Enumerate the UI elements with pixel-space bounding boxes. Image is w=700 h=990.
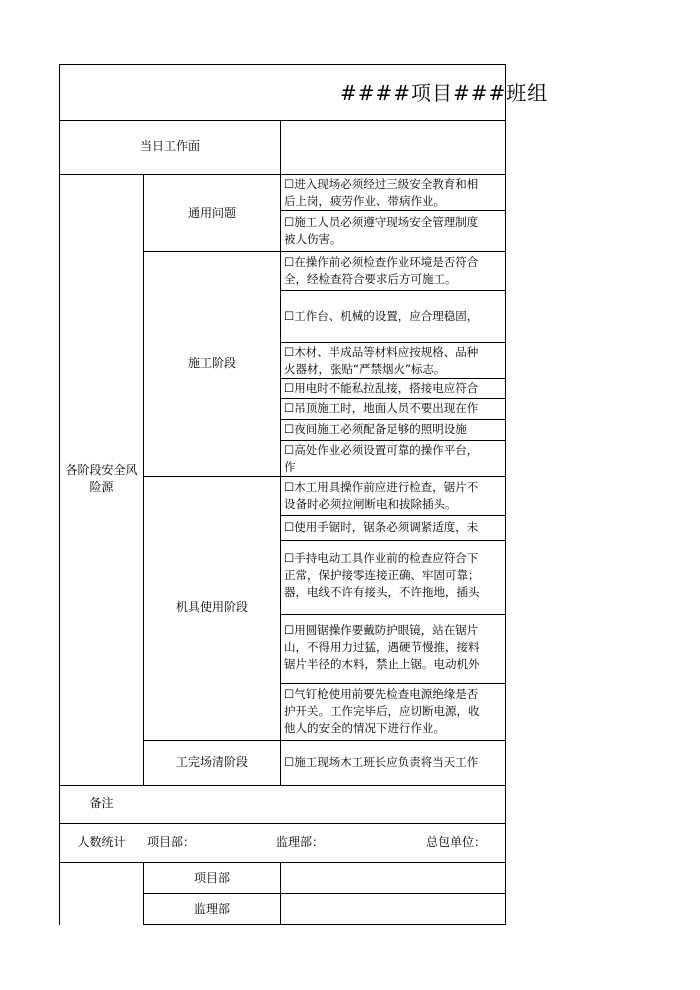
checklist-item: ☐进入现场必须经过三级安全教育和相 后上岗，疲劳作业、带病作业。 xyxy=(284,177,479,208)
remarks-label: 备注 xyxy=(89,796,114,810)
checklist-item: ☐高处作业必须设置可靠的操作平台， 作 xyxy=(284,443,479,474)
checklist-item: ☐夜间施工必须配备足够的照明设施 xyxy=(284,422,467,436)
grid-line xyxy=(280,378,506,379)
checklist-item: ☐吊顶施工时，地面人员不要出现在作 xyxy=(284,401,479,415)
sign-row-supervision-dept: 监理部 xyxy=(193,902,230,916)
headcount-project-dept: 项目部： xyxy=(147,835,196,849)
risk-source-label: 各阶段安全风险源 xyxy=(65,463,138,494)
grid-line xyxy=(280,419,506,420)
headcount-supervision-dept: 监理部： xyxy=(276,835,325,849)
stage-label-machinery: 机具使用阶段 xyxy=(175,600,248,614)
checklist-item: ☐手持电动工具作业前的检查应符合下 正常，保护接零连接正确、牢固可靠； 器，电线不许有接头，不许拖地，插头 xyxy=(284,551,480,599)
checklist-item: ☐施工人员必须遵守现场安全管理制度 被人伤害。 xyxy=(284,215,479,246)
grid-line xyxy=(143,893,506,894)
sign-row-project-dept: 项目部 xyxy=(193,871,230,885)
checklist-item: ☐气钉枪使用前要先检查电源绝缘是否 护开关。工作完毕后，应切断电源，收 他人的安全的情况下进行作业。 xyxy=(284,687,480,735)
checklist-item: ☐在操作前必须检查作业环境是否符合 全，经检查符合要求后方可施工。 xyxy=(284,255,479,286)
checklist-item: ☐使用手锯时，锯条必须调紧适度，未 xyxy=(284,520,479,534)
checklist-item: ☐施工现场木工班长应负责将当天工作 xyxy=(284,755,479,769)
grid-line xyxy=(143,924,506,925)
grid-line xyxy=(280,614,506,615)
grid-line xyxy=(59,785,506,786)
grid-line xyxy=(59,64,506,65)
checklist-item: ☐工作台、机械的设置，应合理稳固， xyxy=(284,309,479,323)
grid-line xyxy=(59,823,506,824)
grid-line xyxy=(59,862,506,863)
grid-line xyxy=(280,515,506,516)
checklist-item: ☐木材、半成品等材料应按规格、品种 火器材，张贴“严禁烟火”标志。 xyxy=(284,345,479,376)
stage-label-cleanup: 工完场清阶段 xyxy=(175,755,248,769)
stage-label-general: 通用问题 xyxy=(187,206,236,220)
page-title: ####项目###班组 xyxy=(340,81,549,105)
grid-line xyxy=(280,290,506,291)
grid-line xyxy=(280,683,506,684)
headcount-general-contractor: 总包单位： xyxy=(426,835,487,849)
work-face-label: 当日工作面 xyxy=(139,139,200,153)
grid-line xyxy=(59,120,506,121)
checklist-item: ☐用圆锯操作要戴防护眼镜，站在锯片 山，不得用力过猛，遇硬节慢推，接料 锯片半径的木料，禁止上锯。电动机外 xyxy=(284,623,480,671)
stage-label-construction: 施工阶段 xyxy=(187,356,236,370)
grid-line xyxy=(143,251,506,252)
grid-line xyxy=(280,120,281,785)
grid-line xyxy=(143,174,144,785)
grid-line xyxy=(280,440,506,441)
grid-line xyxy=(280,862,281,925)
grid-line xyxy=(280,540,506,541)
grid-line xyxy=(280,210,506,211)
checklist-item: ☐用电时不能私拉乱接，搭接电应符合 xyxy=(284,381,479,395)
checklist-item: ☐木工用具操作前应进行检查，锯片不 设备时必须拉闸断电和拔除插头。 xyxy=(284,480,479,511)
grid-line xyxy=(143,476,506,477)
grid-line xyxy=(280,398,506,399)
grid-line xyxy=(59,174,506,175)
headcount-label: 人数统计 xyxy=(77,835,126,849)
grid-line xyxy=(280,342,506,343)
grid-line xyxy=(143,740,506,741)
